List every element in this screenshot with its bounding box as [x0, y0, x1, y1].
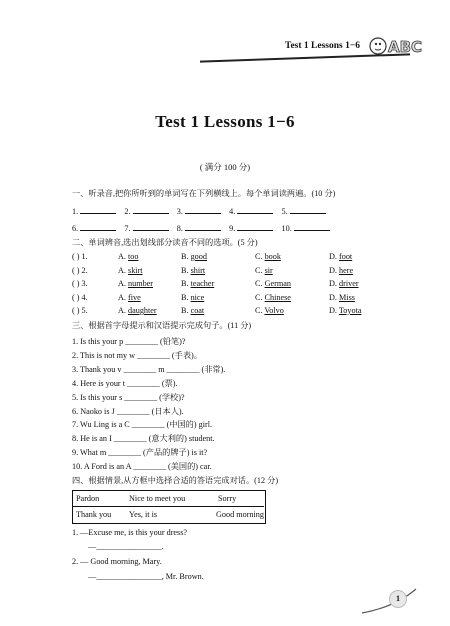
box-option-nice-to-meet-you: Nice to meet you	[129, 494, 186, 503]
phonics-item-1-option-B[interactable]	[181, 252, 207, 261]
option-word: Toyota	[338, 306, 362, 315]
option-letter: D.	[329, 292, 340, 302]
sentence-1[interactable]: 1. Is this your p ________ (铅笔)?	[72, 337, 186, 346]
blank-9-label: 9.	[229, 224, 236, 233]
phonics-item-5-number: ( ) 5.	[72, 306, 88, 315]
option-word: foot	[339, 252, 353, 261]
phonics-item-3-option-A[interactable]	[118, 279, 153, 288]
phonics-item-4-option-C[interactable]	[255, 293, 291, 302]
phonics-item-1-option-C[interactable]	[255, 252, 281, 261]
option-letter: D.	[329, 265, 340, 275]
running-title: Test 1 Lessons 1−6	[285, 41, 361, 51]
option-letter: C.	[255, 292, 265, 302]
phonics-item-3-option-D[interactable]	[329, 279, 359, 288]
option-letter: D.	[329, 279, 340, 288]
box-option-sorry: Sorry	[218, 494, 237, 503]
option-letter: B.	[181, 306, 191, 315]
option-letter: C.	[255, 252, 265, 261]
option-word: skirt	[128, 265, 143, 275]
sentence-5[interactable]: 5. Is this your s ________ (学校)?	[72, 392, 185, 402]
full-score: ( 满分 100 分)	[199, 162, 251, 172]
phonics-item-1-option-A[interactable]	[118, 252, 138, 261]
blank-2-label: 2.	[124, 207, 131, 216]
option-letter: A.	[118, 306, 129, 315]
option-letter: A.	[118, 265, 129, 275]
phonics-item-5-option-A[interactable]	[118, 306, 157, 315]
section1-instruction: 一、听录音,把你所听到的单词写在下列横线上。每个单词读两遍。(10 分)	[72, 189, 336, 198]
dialogue-2-answer[interactable]: —________________, Mr. Brown.	[88, 572, 204, 581]
option-letter: B.	[181, 279, 191, 288]
sentence-3[interactable]: 3. Thank you v ________ m ________ (非常).	[72, 364, 226, 374]
blank-4[interactable]	[237, 205, 273, 214]
option-word: Chinese	[264, 292, 291, 302]
phonics-item-2-number: ( ) 2.	[72, 265, 88, 275]
sentence-4[interactable]: 4. Here is your t ________ (票).	[72, 378, 178, 388]
blank-6-label: 6.	[72, 224, 79, 233]
box-option-yes-it-is: Yes, it is	[129, 510, 158, 519]
blank-5-label: 5.	[281, 207, 288, 216]
option-letter: A.	[118, 279, 129, 288]
sentence-7[interactable]: 7. Wu Ling is a C ________ (中国的) girl.	[72, 420, 213, 430]
dictation-row-1	[72, 205, 326, 216]
dictation-row-2	[72, 222, 330, 233]
phonics-item-1-number: ( ) 1.	[72, 252, 88, 261]
option-letter: C.	[255, 306, 265, 315]
option-letter: D.	[329, 252, 340, 261]
phonics-item-1-option-D[interactable]	[329, 252, 352, 261]
dialogue-1-question: 1. —Excuse me, is this your dress?	[72, 528, 188, 537]
blank-2[interactable]	[133, 205, 169, 214]
option-word: Miss	[339, 292, 355, 302]
option-word: coat	[190, 306, 205, 315]
phonics-item-3-option-C[interactable]	[255, 279, 291, 288]
option-word: number	[128, 279, 154, 288]
option-word: here	[339, 265, 354, 275]
option-letter: A.	[118, 252, 129, 261]
option-word: teacher	[190, 279, 215, 288]
blank-9[interactable]	[237, 222, 273, 231]
option-letter: B.	[181, 292, 191, 302]
phonics-item-3-option-B[interactable]	[181, 279, 214, 288]
option-word: book	[264, 252, 281, 261]
dialogue-2-question: 2. — Good morning, Mary.	[72, 557, 162, 566]
option-letter: B.	[181, 265, 191, 275]
phonics-item-2-option-B[interactable]	[181, 266, 205, 275]
phonics-item-2-option-D[interactable]	[329, 266, 353, 275]
phonics-item-2-option-A[interactable]	[118, 266, 143, 275]
blank-6[interactable]	[80, 222, 116, 231]
phonics-item-5-option-B[interactable]	[181, 306, 204, 315]
blank-10-label: 10.	[281, 224, 292, 233]
section4-instruction: 四、根据情景,从方框中选择合适的答语完成对话。(12 分)	[72, 476, 279, 485]
sentence-9[interactable]: 9. What m ________ (产品的牌子) is it?	[72, 448, 208, 458]
option-letter: A.	[118, 292, 129, 302]
option-word: driver	[339, 279, 359, 288]
option-word: German	[264, 279, 291, 288]
blank-8[interactable]	[185, 222, 221, 231]
blank-3-label: 3.	[176, 207, 183, 216]
blank-3[interactable]	[185, 205, 221, 214]
page-number: 1	[389, 590, 407, 608]
abc-mascot-icon	[368, 30, 430, 60]
option-letter: D.	[329, 306, 339, 315]
option-word: sir	[264, 265, 273, 275]
phonics-item-4-option-B[interactable]	[181, 293, 204, 302]
blank-7[interactable]	[133, 222, 169, 231]
sentence-6[interactable]: 6. Naoko is J ________ (日本人).	[72, 406, 184, 416]
sentence-10[interactable]: 10. A Ford is an A ________ (美国的) car.	[72, 462, 212, 472]
sentence-8[interactable]: 8. He is an I ________ (意大利的) student.	[72, 434, 215, 444]
section2-instruction: 二、单词辨音,选出划线部分读音不同的选项。(5 分)	[72, 238, 258, 247]
phonics-item-4-option-A[interactable]	[118, 293, 141, 302]
phonics-item-4-number: ( ) 4.	[72, 292, 88, 302]
blank-7-label: 7.	[124, 224, 131, 233]
option-word: nice	[190, 292, 205, 302]
blank-1-label: 1.	[72, 207, 79, 216]
section3-instruction: 三、根据首字母提示和汉语提示完成句子。(11 分)	[72, 321, 252, 330]
option-letter: B.	[181, 252, 191, 261]
phonics-item-3-number: ( ) 3.	[72, 279, 88, 288]
box-option-thank-you: Thank you	[76, 510, 112, 519]
page-title: Test 1 Lessons 1−6	[155, 112, 295, 131]
option-letter: C.	[255, 279, 265, 288]
option-word: daughter	[128, 306, 157, 315]
option-letter: C.	[255, 265, 265, 275]
blank-4-label: 4.	[229, 207, 236, 216]
answer-box-divider	[72, 506, 264, 507]
option-word: Volvo	[264, 306, 284, 315]
phonics-item-5-option-C[interactable]	[255, 306, 284, 315]
box-option-good-morning: Good morning	[216, 510, 264, 519]
phonics-item-2-option-C[interactable]	[255, 266, 273, 275]
blank-5[interactable]	[290, 205, 326, 214]
box-option-pardon: Pardon	[76, 494, 100, 503]
option-word: shirt	[190, 265, 206, 275]
svg-text:ABC: ABC	[388, 38, 423, 56]
option-word: good	[190, 252, 207, 261]
blank-8-label: 8.	[176, 224, 183, 233]
sentence-2[interactable]: 2. This is not my w ________ (手表)。	[72, 350, 202, 360]
option-word: too	[128, 252, 139, 261]
phonics-item-5-option-D[interactable]	[329, 306, 361, 315]
option-word: five	[128, 292, 141, 302]
blank-10[interactable]	[294, 222, 330, 231]
dialogue-1-answer[interactable]: —________________.	[88, 542, 164, 551]
blank-1[interactable]	[80, 205, 116, 214]
phonics-item-4-option-D[interactable]	[329, 293, 355, 302]
